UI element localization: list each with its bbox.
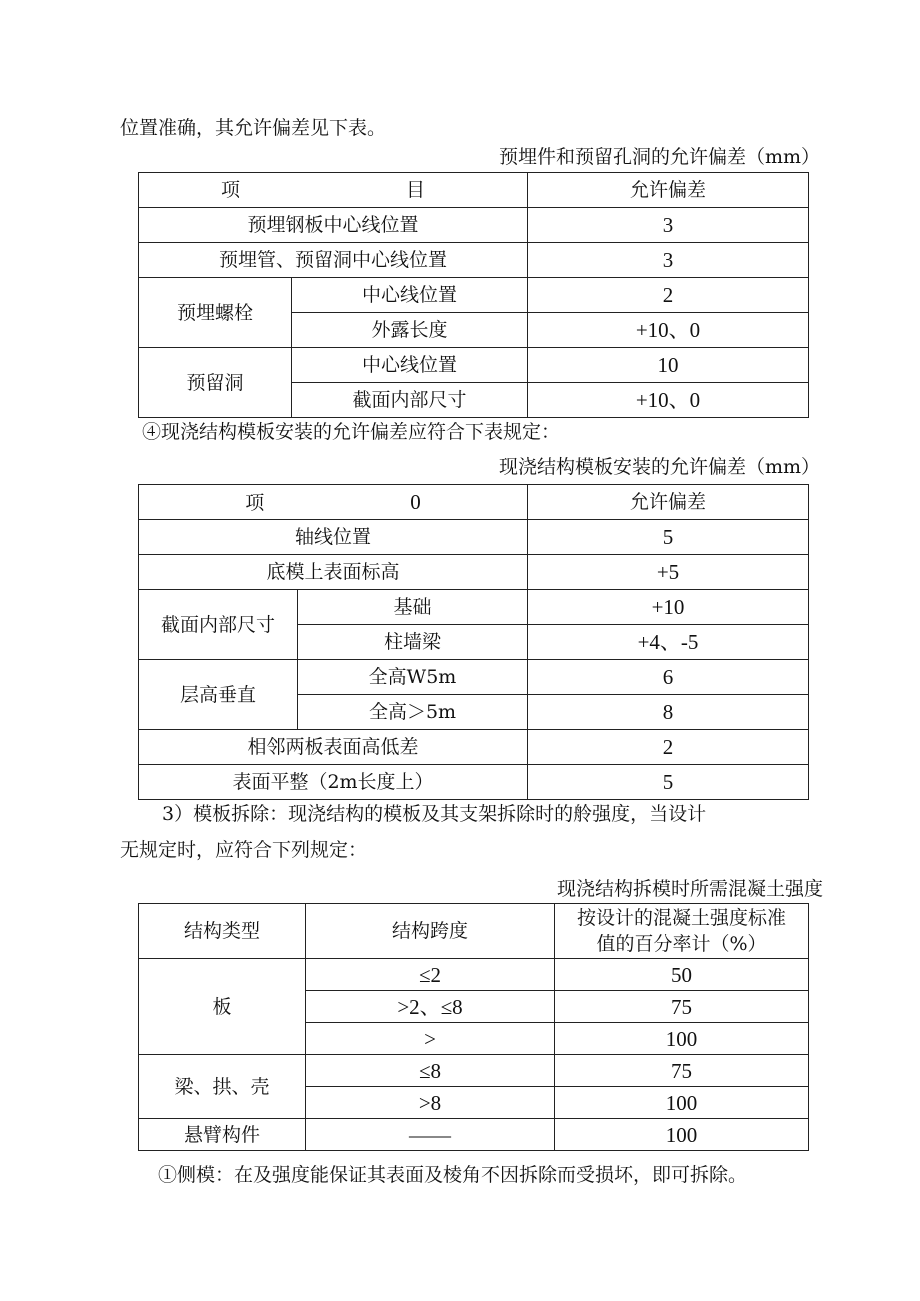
table-formwork-installation-tolerance — [138, 484, 809, 800]
table2-caption: 现浇结构模板安装的允许偏差（mm） — [498, 456, 820, 478]
header-item-label-a: 项 — [220, 179, 240, 201]
paragraph-3-line-1: 3）模板拆除：现浇结构的模板及其支架拆除时的舲强度，当设计 — [162, 803, 707, 825]
group-cell: 预留洞 — [139, 348, 292, 418]
span-cell: >2、≤8 — [306, 991, 555, 1023]
structure-type-cell: 悬臂构件 — [139, 1119, 306, 1151]
header-item-label-a: 项 — [245, 491, 265, 514]
value-cell: 5 — [528, 520, 809, 555]
value-cell: 3 — [528, 243, 809, 278]
structure-type-cell: 梁、拱、壳 — [139, 1055, 306, 1119]
item-cell: 预埋管、预留洞中心线位置 — [139, 243, 528, 278]
value-cell: 75 — [555, 1055, 809, 1087]
value-cell: 50 — [555, 959, 809, 991]
item-cell: 表面平整（2m长度上） — [139, 765, 528, 800]
table-embedded-parts-tolerance — [138, 172, 809, 418]
header-value-line-1: 按设计的混凝土强度标准 — [576, 907, 786, 929]
header-type-cell: 结构类型 — [139, 904, 306, 959]
item-cell: 预埋钢板中心线位置 — [139, 208, 528, 243]
group-cell: 截面内部尺寸 — [139, 590, 298, 660]
paragraph-3-line-2: 无规定时，应符合下列规定： — [120, 839, 368, 861]
span-cell: > — [306, 1023, 555, 1055]
value-cell: 2 — [528, 278, 809, 313]
sub-item-cell: 中心线位置 — [292, 278, 528, 313]
table-row — [139, 660, 809, 695]
span-cell: >8 — [306, 1087, 555, 1119]
value-cell: +10、0 — [528, 313, 809, 348]
table-row — [139, 959, 809, 991]
item-cell: 相邻两板表面高低差 — [139, 730, 528, 765]
value-cell: 100 — [555, 1119, 809, 1151]
sub-item-cell: 柱墙梁 — [298, 625, 528, 660]
group-cell: 层高垂直 — [139, 660, 298, 730]
intro-line: 位置准确，其允许偏差见下表。 — [120, 117, 387, 139]
header-item-cell — [139, 173, 528, 208]
value-cell: 2 — [528, 730, 809, 765]
structure-type-cell: 板 — [139, 959, 306, 1055]
table-row — [139, 173, 809, 208]
table-row — [139, 520, 809, 555]
header-value-cell — [555, 904, 809, 959]
table-row — [139, 485, 809, 520]
table-row — [139, 1119, 809, 1151]
value-cell: +10、0 — [528, 383, 809, 418]
value-cell: 6 — [528, 660, 809, 695]
table1-caption: 预埋件和预留孔洞的允许偏差（mm） — [498, 146, 820, 168]
sub-item-cell: 截面内部尺寸 — [292, 383, 528, 418]
paragraph-4: ④现浇结构模板安装的允许偏差应符合下表规定： — [142, 421, 561, 443]
header-span-cell: 结构跨度 — [306, 904, 555, 959]
table-row — [139, 730, 809, 765]
table-row — [139, 243, 809, 278]
value-cell: 100 — [555, 1023, 809, 1055]
table-row — [139, 348, 809, 383]
table-form-removal-strength — [138, 903, 809, 1151]
header-value-cell: 允许偏差 — [528, 173, 809, 208]
table-row — [139, 590, 809, 625]
table-row — [139, 278, 809, 313]
header-item-label-b: 0 — [410, 489, 421, 514]
span-cell: ≤2 — [306, 959, 555, 991]
table-row — [139, 904, 809, 959]
table-row — [139, 208, 809, 243]
value-cell: +4、-5 — [528, 625, 809, 660]
span-cell: —— — [306, 1119, 555, 1151]
value-cell: +5 — [528, 555, 809, 590]
sub-item-cell: 全高＞5m — [298, 695, 528, 730]
sub-item-cell: 中心线位置 — [292, 348, 528, 383]
paragraph-side-formwork: ①侧模：在及强度能保证其表面及棱角不因拆除而受损坏，即可拆除。 — [158, 1164, 748, 1186]
sub-item-cell: 基础 — [298, 590, 528, 625]
value-cell: 10 — [528, 348, 809, 383]
value-cell: 3 — [528, 208, 809, 243]
value-cell: 8 — [528, 695, 809, 730]
header-value-cell: 允许偏差 — [528, 485, 809, 520]
table-row — [139, 765, 809, 800]
span-cell: ≤8 — [306, 1055, 555, 1087]
item-cell: 轴线位置 — [139, 520, 528, 555]
header-item-cell — [139, 485, 528, 520]
value-cell: 75 — [555, 991, 809, 1023]
value-cell: +10 — [528, 590, 809, 625]
sub-item-cell: 外露长度 — [292, 313, 528, 348]
table-row — [139, 555, 809, 590]
sub-item-cell: 全高W5m — [298, 660, 528, 695]
value-cell: 5 — [528, 765, 809, 800]
header-value-line-2: 值的百分率计（%） — [596, 933, 767, 955]
value-cell: 100 — [555, 1087, 809, 1119]
item-cell: 底模上表面标高 — [139, 555, 528, 590]
header-item-label-b: 目 — [406, 179, 426, 201]
table-row — [139, 1055, 809, 1087]
table3-caption: 现浇结构拆模时所需混凝土强度 — [556, 878, 823, 900]
group-cell: 预埋螺栓 — [139, 278, 292, 348]
